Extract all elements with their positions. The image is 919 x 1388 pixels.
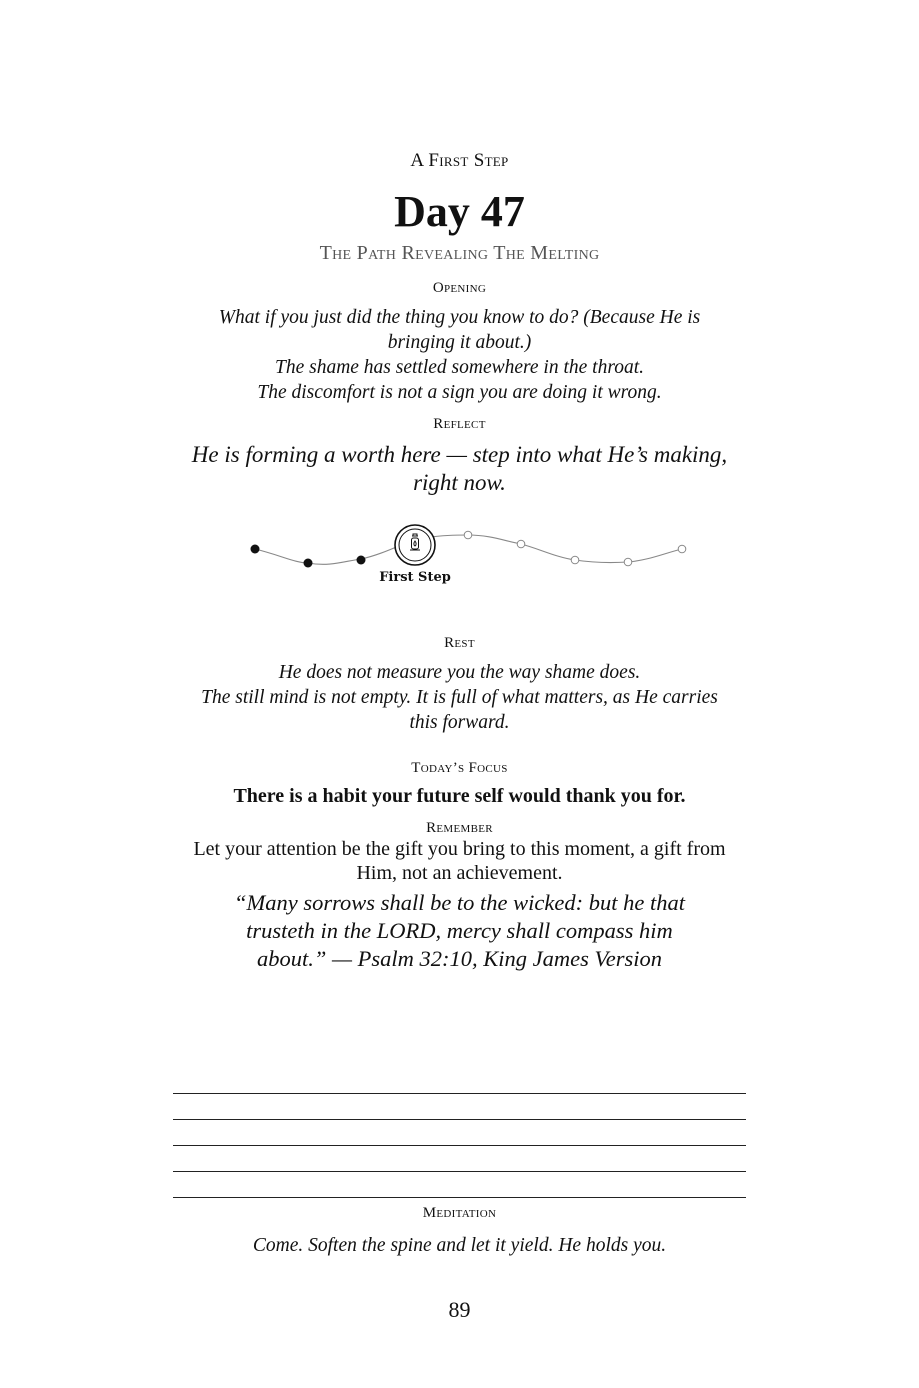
upcoming-step-dot bbox=[464, 531, 472, 539]
upcoming-step-dot bbox=[624, 558, 632, 566]
upcoming-step-dot bbox=[678, 545, 686, 553]
scripture-quote: “Many sorrows shall be to the wicked: but he that trusteth in the LORD, mercy shall compass him about.” — Psalm 32:10, King James Version bbox=[234, 890, 685, 971]
remember-text: Let your attention be the gift you bring to this moment, a gift from Him, not an achievement. bbox=[193, 838, 726, 884]
page-subtitle: The Path Revealing The Melting bbox=[319, 242, 600, 264]
reflect-text: He is forming a worth here — step into what He’s making, right now. bbox=[191, 442, 728, 495]
page-title: Day 47 bbox=[394, 187, 525, 236]
completed-step-dot bbox=[304, 559, 313, 568]
upcoming-step-dot bbox=[571, 556, 579, 564]
page-number: 89 bbox=[448, 1297, 471, 1322]
journal-line[interactable] bbox=[173, 1171, 746, 1172]
focus-text: There is a habit your future self would thank you for. bbox=[233, 785, 686, 807]
opening-line: The discomfort is not a sign you are doing it wrong. bbox=[257, 382, 662, 403]
progress-path bbox=[240, 515, 700, 595]
section-kicker: A First Step bbox=[410, 150, 509, 171]
completed-step-dot bbox=[251, 545, 260, 554]
opening-label: Opening bbox=[432, 280, 487, 296]
remember-label: Remember bbox=[426, 820, 493, 836]
reflect-label: Reflect bbox=[433, 416, 486, 432]
path-line bbox=[255, 535, 682, 564]
rest-label: Rest bbox=[444, 635, 475, 651]
journal-line[interactable] bbox=[173, 1145, 746, 1146]
meditation-label: Meditation bbox=[422, 1205, 497, 1221]
upcoming-step-dot bbox=[517, 540, 525, 548]
completed-step-dot bbox=[357, 556, 366, 565]
journal-line[interactable] bbox=[173, 1119, 746, 1120]
meditation-text: Come. Soften the spine and let it yield. He holds you. bbox=[252, 1235, 667, 1256]
opening-text bbox=[200, 305, 719, 405]
current-step-marker bbox=[395, 525, 435, 565]
opening-line: What if you just did the thing you know to do? (Because He is bringing it about.) bbox=[218, 307, 701, 353]
rest-line: He does not measure you the way shame does. bbox=[278, 662, 641, 683]
current-step-label: First Step bbox=[379, 570, 451, 585]
opening-line: The shame has settled somewhere in the throat. bbox=[274, 357, 644, 378]
journal-line[interactable] bbox=[173, 1093, 746, 1094]
rest-text bbox=[185, 660, 734, 735]
rest-line: The still mind is not empty. It is full of what matters, as He carries this forward. bbox=[201, 687, 718, 733]
journal-line[interactable] bbox=[173, 1197, 746, 1198]
focus-label: Today’s Focus bbox=[411, 760, 508, 776]
